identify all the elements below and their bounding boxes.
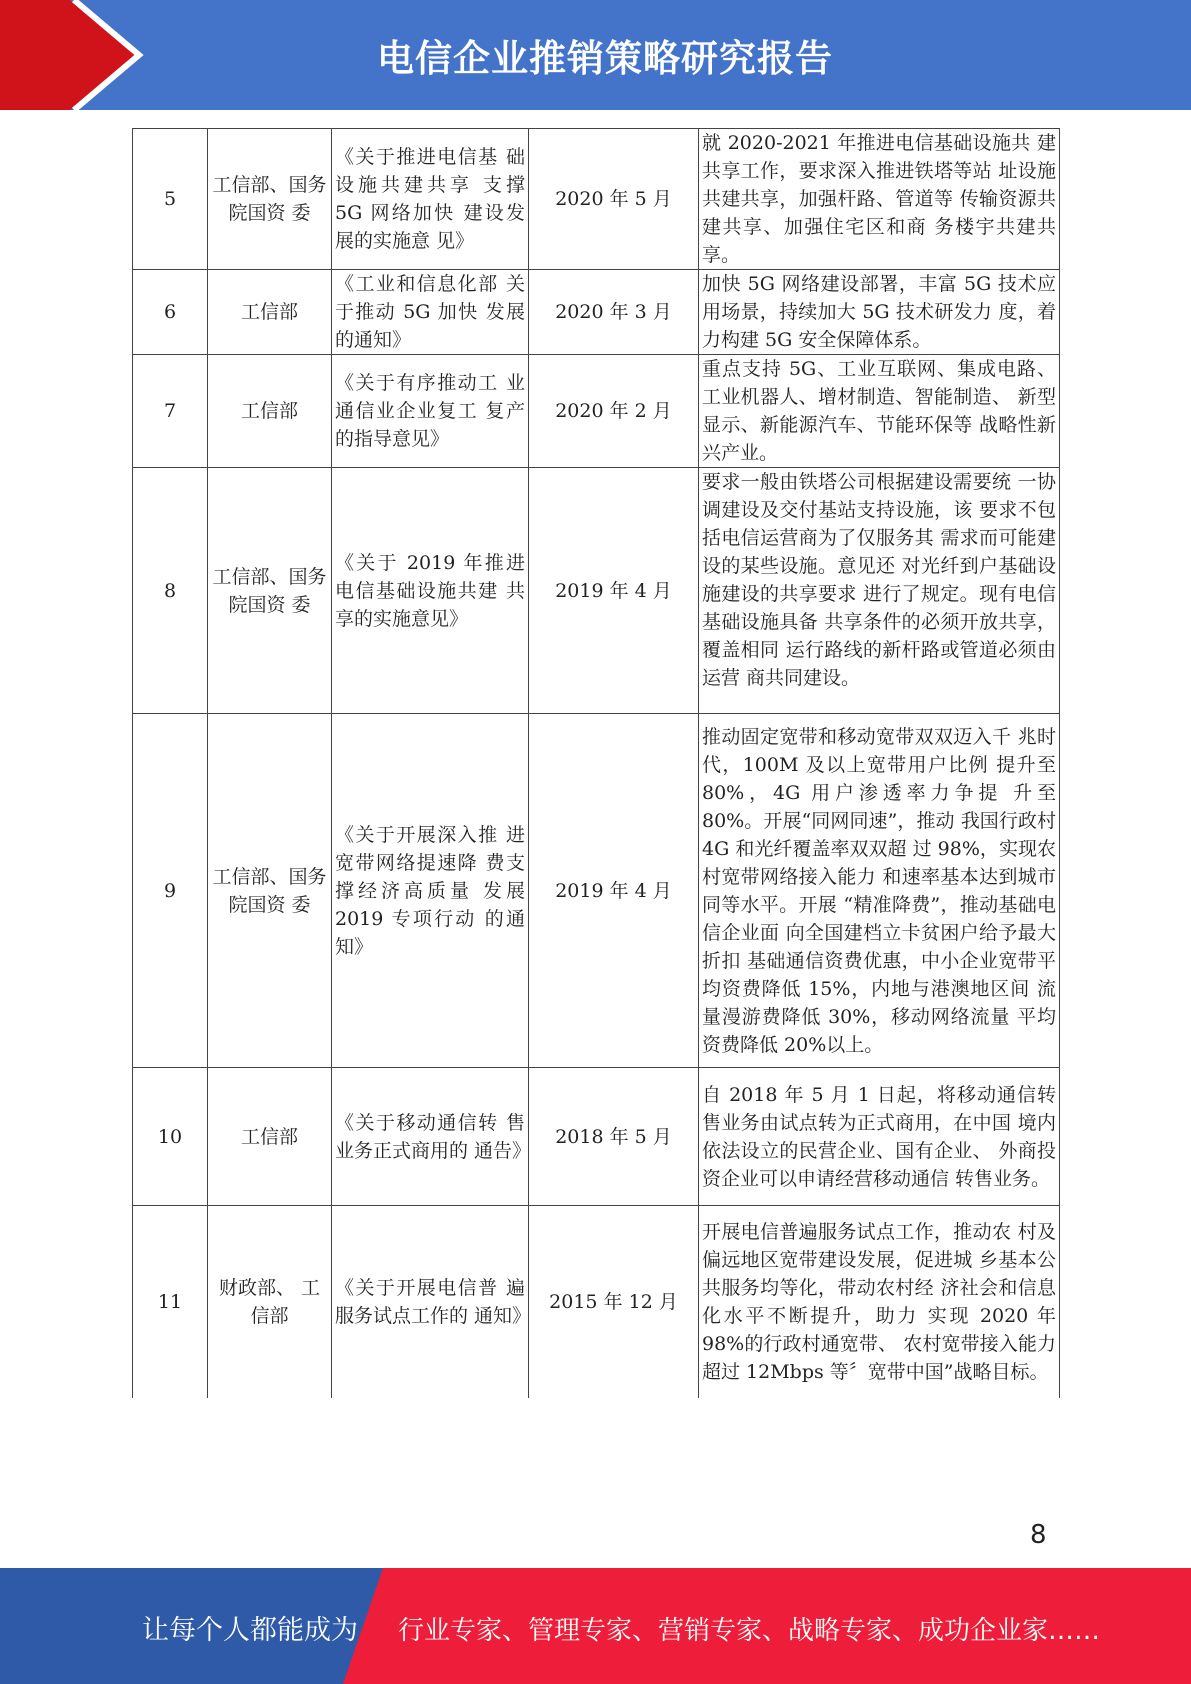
table-row — [133, 355, 1060, 468]
header-arrow-decoration — [0, 0, 150, 110]
issuing-department: 工信部、国务院国资 委 — [208, 129, 332, 270]
issue-date: 2020 年 2 月 — [529, 355, 699, 468]
issue-date: 2019 年 4 月 — [529, 714, 699, 1068]
table-row — [133, 1068, 1060, 1206]
row-number: 9 — [133, 714, 208, 1068]
issuing-department: 工信部 — [208, 1068, 332, 1206]
policy-content: 要求一般由铁塔公司根据建设需要统 一协调建设及交付基站支持设施，该 要求不包括电信运营商为了仅服务其 需求而可能建设的某些设施。意见还 对光纤到户基础设施建设的共享要求 进行了规定。现有电信基础设施具备 共享条件的必须开放共享，覆盖相同 运行路线的新杆路或管道必须由运营 商共同建设。 — [699, 468, 1060, 714]
row-number: 7 — [133, 355, 208, 468]
footer-slogan-left: 让每个人都能成为 — [142, 1615, 358, 1646]
issue-date: 2020 年 3 月 — [529, 270, 699, 355]
issuing-department: 工信部 — [208, 270, 332, 355]
policy-table — [132, 128, 1060, 1398]
document-title: 《关于开展深入推 进宽带网络提速降 费支撑经济高质量 发展 2019 专项行动 的通知》 — [332, 714, 529, 1068]
policy-content: 重点支持 5G、工业互联网、集成电路、工业机器人、增材制造、智能制造、 新型显示、新能源汽车、节能环保等 战略性新兴产业。 — [699, 355, 1060, 468]
document-title: 《关于有序推动工 业通信业企业复工 复产的指导意见》 — [332, 355, 529, 468]
document-title: 《关于 2019 年推进电信基础设施共建 共享的实施意见》 — [332, 468, 529, 714]
policy-content: 开展电信普遍服务试点工作，推动农 村及偏远地区宽带建设发展，促进城 乡基本公共服务均等化，带动农村经 济社会和信息化水平不断提升，助力 实现 2020 年 98%的行政村通宽带、 农村宽带接入能力超过 12Mbps 等〞宽带中国”战略目标。 — [699, 1206, 1060, 1398]
page-footer — [0, 1568, 1191, 1684]
policy-content: 自 2018 年 5 月 1 日起，将移动通信转 售业务由试点转为正式商用，在中国 境内依法设立的民营企业、国有企业、 外商投资企业可以申请经营移动通信 转售业务。 — [699, 1068, 1060, 1206]
page-header — [0, 0, 1191, 110]
table-row — [133, 714, 1060, 1068]
table-row — [133, 468, 1060, 714]
footer-slogan-right: 行业专家、管理专家、营销专家、战略专家、成功企业家…… — [398, 1616, 1101, 1646]
policy-content: 加快 5G 网络建设部署，丰富 5G 技术应用场景，持续加大 5G 技术研发力 度，着力构建 5G 安全保障体系。 — [699, 270, 1060, 355]
issue-date: 2015 年 12 月 — [529, 1206, 699, 1398]
table-row — [133, 129, 1060, 270]
policy-content: 就 2020-2021 年推进电信基础设施共 建共享工作，要求深入推进铁塔等站 址设施共建共享，加强杆路、管道等 传输资源共建共享、加强住宅区和商 务楼宇共建共享。 — [699, 129, 1060, 270]
row-number: 10 — [133, 1068, 208, 1206]
document-title: 《关于移动通信转 售业务正式商用的 通告》 — [332, 1068, 529, 1206]
page-number: 8 — [1030, 1520, 1047, 1550]
row-number: 6 — [133, 270, 208, 355]
row-number: 11 — [133, 1206, 208, 1398]
table-row — [133, 1206, 1060, 1398]
issuing-department: 工信部、国务院国资 委 — [208, 714, 332, 1068]
document-title: 《关于推进电信基 础设施共建共享 支撑 5G 网络加快 建设发展的实施意 见》 — [332, 129, 529, 270]
policy-content: 推动固定宽带和移动宽带双双迈入千 兆时代，100M 及以上宽带用户比例 提升至 80%，4G 用户渗透率力争提 升至 80%。开展“同网同速”，推动 我国行政村 4G 和光纤覆盖率双双超 过 98%，实现农村宽带网络接入能力 和速率基本达到城市同等水平。开展 “精准降费”，推动基础电信企业面 向全国建档立卡贫困户给予最大折扣 基础通信资费优惠，中小企业宽带平 均资费降低 15%，内地与港澳地区间 流量漫游费降低 30%，移动网络流量 平均资费降低 20%以上。 — [699, 714, 1060, 1068]
row-number: 5 — [133, 129, 208, 270]
report-title: 电信企业推销策略研究报告 — [377, 37, 833, 80]
issuing-department: 工信部 — [208, 355, 332, 468]
row-number: 8 — [133, 468, 208, 714]
table-row — [133, 270, 1060, 355]
issue-date: 2018 年 5 月 — [529, 1068, 699, 1206]
issuing-department: 财政部、 工信部 — [208, 1206, 332, 1398]
issuing-department: 工信部、国务院国资 委 — [208, 468, 332, 714]
document-title: 《工业和信息化部 关于推动 5G 加快 发展的通知》 — [332, 270, 529, 355]
document-title: 《关于开展电信普 遍服务试点工作的 通知》 — [332, 1206, 529, 1398]
issue-date: 2020 年 5 月 — [529, 129, 699, 270]
issue-date: 2019 年 4 月 — [529, 468, 699, 714]
